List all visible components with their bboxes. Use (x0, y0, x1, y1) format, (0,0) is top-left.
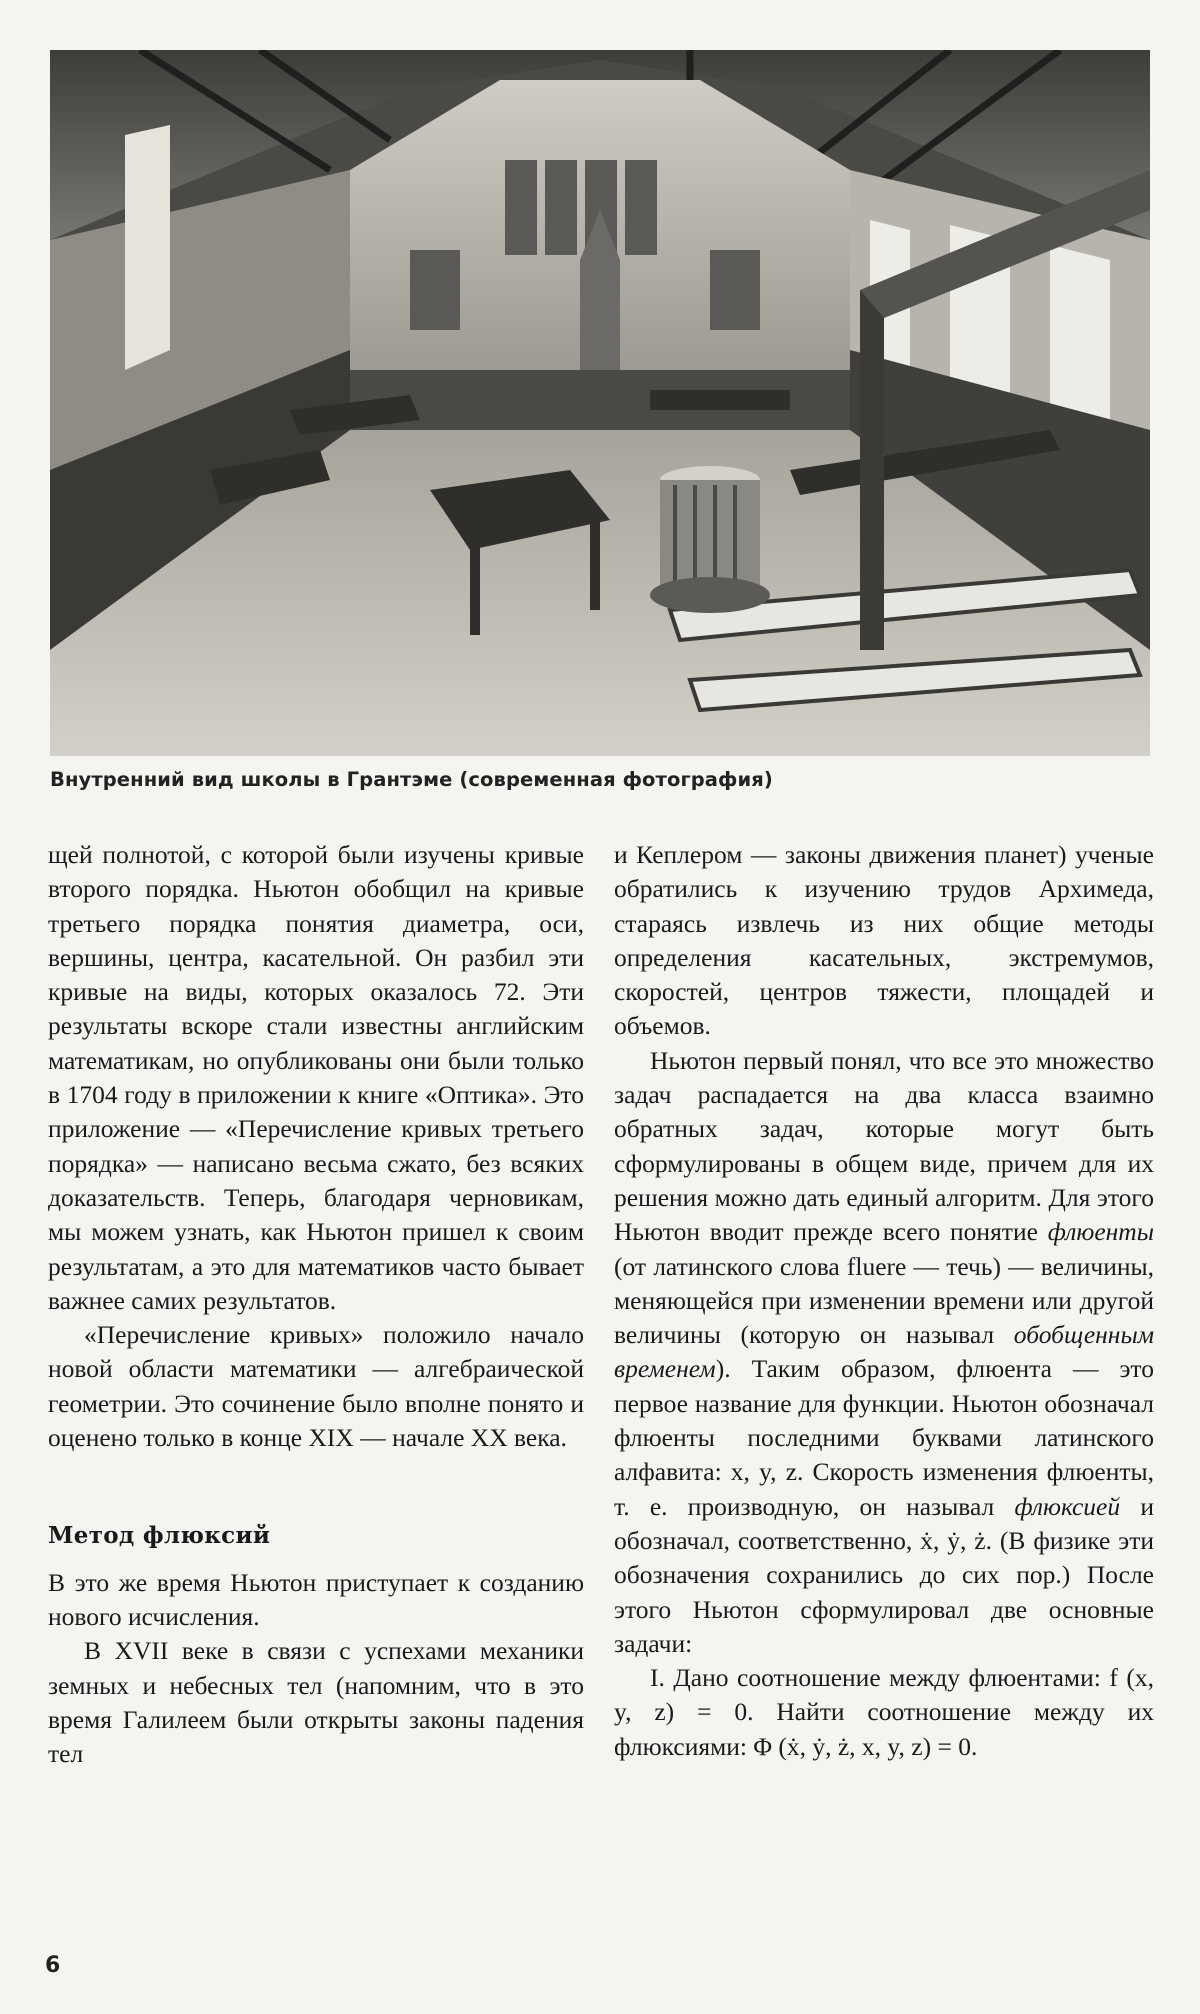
left-paragraph-4: В XVII веке в связи с успехами механики земных и небесных тел (напомним, что в это время Галилеем были открыты законы падения тел (48, 1636, 584, 1769)
left-column (48, 838, 584, 1771)
right-paragraph-3: I. Дано соотношение между флюентами: f (x, y, z) = 0. Найти соотношение между их флюксиями: Φ (ẋ, ẏ, ż, x, y, z) = 0. (614, 1663, 1154, 1761)
right-paragraph-2-part-c: ). Таким образом, флюента — это первое название для функции. Ньютон обозначал флюенты последними буквами латинского алфавита: x, y, z. Скорость изменения флюенты, т. е. производную, он называл (614, 1354, 1154, 1521)
right-paragraph-2-part-b: (от латинского слова fluere — течь) — величины, меняющейся при изменении времени или другой величины (которую он называл (614, 1251, 1154, 1350)
term-generalized-time: обобщенным временем (614, 1320, 1154, 1384)
stove (650, 466, 770, 613)
left-paragraph-1: щей полнотой, с которой были изучены кривые второго порядка. Ньютон обобщил на кривые третьего порядка понятия диаметра, оси, вершины, центра, касательной. Он разбил эти кривые на виды, которых оказалось 72. Эти результаты вскоре стали известны английским математикам, но опубликованы они были только в 1704 году в приложении к книге «Оптика». Это приложение — «Перечисление кривых третьего порядка» — написано весьма сжато, без всяких доказательств. Теперь, благодаря черновикам, мы можем узнать, как Ньютон пришел к своим результатам, а это для математиков часто бывает важнее самих результатов. (48, 840, 584, 1315)
right-paragraph-1: и Кеплером — законы движения планет) ученые обратились к изучению трудов Архимеда, стараясь извлечь из них общие методы определения касательных, экстремумов, скоростей, центров тяжести, площадей и объемов. (614, 840, 1154, 1041)
left-paragraph-2: «Перечисление кривых» положило начало новой области математики — алгебраической геометрии. Это сочинение было вполне понято и оценено только в конце XIX — начале XX века. (48, 1320, 584, 1453)
right-paragraph-2-part-d: и обозначал, соответственно, ẋ, ẏ, ż. (В физике эти обозначения сохранились до сих пор.) После этого Ньютон сформулировал две основные задачи: (614, 1491, 1154, 1658)
page-number: 6 (45, 1953, 61, 1978)
school-interior-photo (50, 50, 1150, 756)
term-fluxion: флюксией (1014, 1491, 1121, 1521)
left-paragraph-3: В это же время Ньютон приступает к созданию нового исчисления. (48, 1567, 584, 1631)
photo-caption: Внутренний вид школы в Грантэме (современная фотография) (50, 768, 773, 791)
section-title: Метод флюксий (48, 1522, 271, 1550)
right-column (614, 838, 1154, 1764)
left-window (125, 125, 170, 370)
right-paragraph-2 (614, 1044, 1154, 1661)
term-fluent: флюенты (1047, 1217, 1154, 1247)
right-paragraph-2-part-a: Ньютон первый понял, что все это множество задач распадается на два класса взаимно обратных задач, которые могут быть сформулированы в общем виде, причем для их решения можно дать единый алгоритм. Для этого Ньютон вводит прежде всего понятие (614, 1045, 1154, 1247)
school-interior-illustration (50, 50, 1150, 756)
